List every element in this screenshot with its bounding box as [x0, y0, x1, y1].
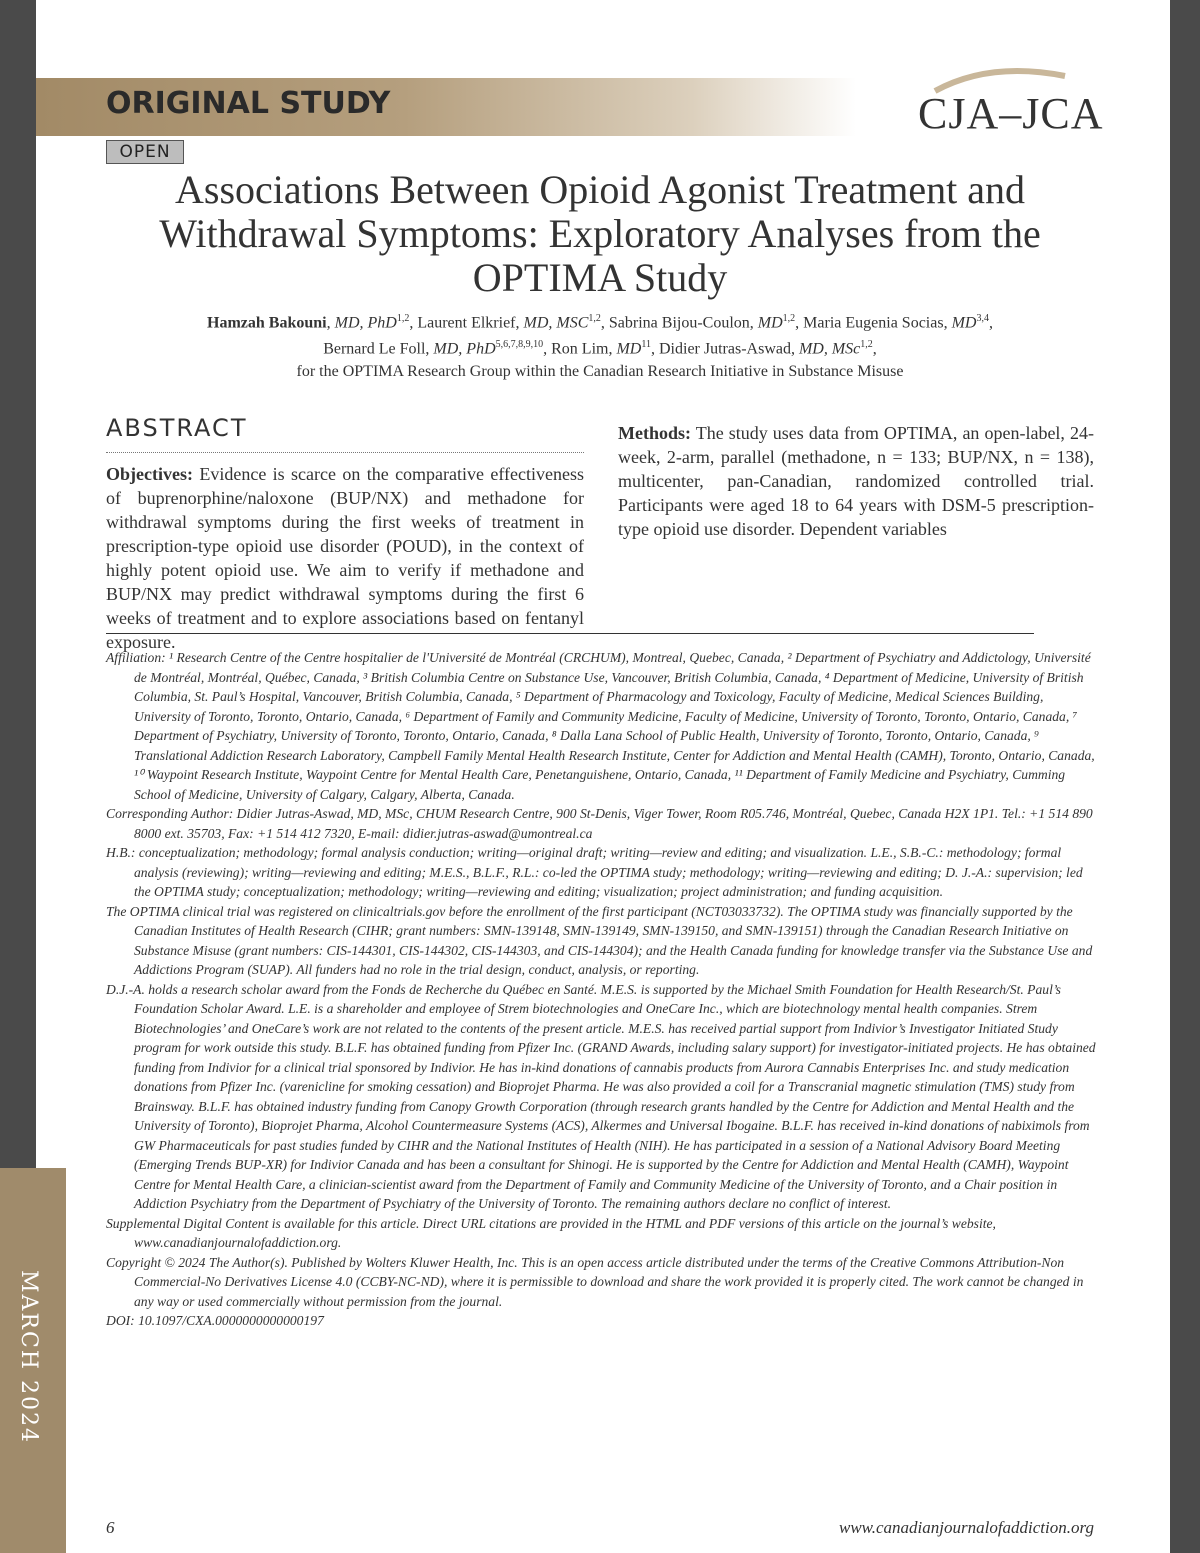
author-name: Hamzah Bakouni: [207, 314, 327, 332]
supplemental-note: Supplemental Digital Content is available for this article. Direct URL citations are provided in the HTML and PDF versions of this article on the journal’s website, www.canadianjournalofaddiction.org.: [106, 1215, 996, 1250]
affiliation-note: Affiliation: ¹ Research Centre of the Centre hospitalier de l'Université de Montréal (CRCHUM), Montreal, Quebec, Canada, ² Department of Psychiatry and Addictology, Université de Montréal, Montréal, Québec, Canada, ³ British Columbia Centre on Substance Use, Vancouver, British Columbia, Canada, ⁴ Department of Medicine, University of British Columbia, St. Paul’s Hospital, Vancouver, British Columbia, Canada, ⁵ Department of Pharmacology and Toxicology, Faculty of Medicine, Medical Sciences Building, University of Toronto, Toronto, Ontario, Canada, ⁶ Department of Family and Community Medicine, Faculty of Medicine, University of Toronto, Toronto, Ontario, Canada, ⁷ Department of Psychiatry, University of Toronto, Toronto, Ontario, Canada, ⁸ Dalla Lana School of Public Health, University of Toronto, Toronto, Ontario, Canada, ⁹ Translational Addiction Research Laboratory, Campbell Family Mental Health Research Institute, Center for Addiction and Mental Health (CAMH), Toronto, Ontario, Canada, ¹⁰ Waypoint Research Institute, Waypoint Centre for Mental Health Care, Penetanguishene, Ontario, Canada, ¹¹ Department of Family Medicine and Psychiatry, Cumming School of Medicine, University of Calgary, Calgary, Alberta, Canada.: [106, 650, 1095, 802]
doi-note: DOI: 10.1097/CXA.0000000000000197: [106, 1313, 324, 1328]
abstract-heading: ABSTRACT: [106, 414, 248, 442]
article-notes: [106, 648, 1096, 1331]
methods-paragraph: Methods: The study uses data from OPTIMA, an open-label, 24-week, 2-arm, parallel (methadone, n = 133; BUP/NX, n = 138), multicenter, pan-Canadian, randomized controlled trial. Participants were aged 18 to 64 years with DSM-5 prescription-type opioid use disorder. Dependent variables: [618, 423, 1094, 539]
author-list: Hamzah Bakouni, MD, PhD$^{1,2}$, Laurent Elkrief, MD, MSC$^{1,2}$, Sabrina Bijou-Coulon, MD$^{1,2}$, Maria Eugenia Socias, MD$^{3,4}$, Bernard Le Foll, MD, PhD$^{5,6,7,8,9,10}$, Ron Lim, MD$^{11}$, Didier Jutras-Aswad, MD, MSc$^{1,2}$, for the OPTIMA Research Group within the Canadian Research Initiative in Substance Misuse: [207, 313, 993, 380]
open-access-badge: OPEN: [106, 140, 184, 164]
research-group: for the OPTIMA Research Group within the Canadian Research Initiative in Substance Misuse: [296, 362, 904, 380]
author-name: Ron Lim: [551, 340, 609, 358]
author-name: Sabrina Bijou-Coulon: [608, 314, 750, 332]
author-name: Didier Jutras-Aswad: [659, 340, 791, 358]
issue-month: MARCH 2024: [16, 1270, 41, 1444]
page-number: 6: [106, 1518, 115, 1537]
journal-logo: CJA–JCA: [918, 89, 1104, 138]
right-margin-bar: [1170, 0, 1200, 1553]
contributions-note: H.B.: conceptualization; methodology; formal analysis conduction; writing—original draft; writing—review and editing; and visualization. L.E., S.B.-C.: methodology; formal analysis (reviewing); writing—reviewing and editing; M.E.S., B.L.F., R.L.: co-led the OPTIMA study; methodology; writing—reviewing and editing; D. J.-A.: supervision; led the OPTIMA study; conceptualization; methodology; writing—reviewing and editing; visualization; project administration; and funding acquisition.: [106, 845, 1083, 899]
author-name: Bernard Le Foll: [323, 340, 426, 358]
copyright-note: Copyright © 2024 The Author(s). Published by Wolters Kluwer Health, Inc. This is an open access article distributed under the terms of the Creative Commons Attribution-Non Commercial-No Derivatives License 4.0 (CCBY-NC-ND), where it is permissible to download and share the work provided it is properly cited. The work cannot be changed in any way or used commercially without permission from the journal.: [106, 1254, 1084, 1309]
disclosures-note: D.J.-A. holds a research scholar award from the Fonds de Recherche du Québec en Santé. M.E.S. is supported by the Michael Smith Foundation for Health Research/St. Paul’s Foundation Scholar Award. L.E. is a shareholder and employee of Strem biotechnologies and OneCare Inc., which are biotechnology mental health companies. Strem Biotechnologies’ and OneCare’s work are not related to the contents of the present article. M.E.S. has received partial support from Indivior’s Investigator Initiated Study program for work outside this study. B.L.F. has obtained funding from Pfizer Inc. (GRAND Awards, including salary support) for investigator-initiated projects. He has obtained funding from Indivior for a clinical trial sponsored by Indivior. He has in-kind donations of cannabis products from Aurora Cannabis Enterprises Inc. and study medication donations from Pfizer Inc. (varenicline for smoking cessation) and Bioprojet Pharma. He was also provided a coil for a Transcranial magnetic stimulation (TMS) study from Brainsway. B.L.F. has obtained industry funding from Canopy Growth Corporation (through research grants handled by the Centre for Addiction and Mental Health and the University of Toronto), Bioprojet Pharma, Alcohol Countermeasure Systems (ACS), Alkermes and Universal Ibogaine. B.L.F. has received in-kind donations of nabiximols from GW Pharmaceuticals for past studies funded by CIHR and the National Institutes of Health (NIH). He has participated in a session of a National Advisory Board Meeting (Emerging Trends BUP-XR) for Indivior Canada and has been a consultant for Shinogi. He is supported by the Centre for Addiction and Mental Health (CAMH), Waypoint Centre for Mental Health Care, a clinician-scientist award from the Department of Family and Community Medicine of the University of Toronto, and a Chair position in Addiction Psychiatry from the Department of Psychiatry of the University of Toronto. The remaining authors declare no conflict of interest.: [106, 981, 1096, 1211]
author-name: Maria Eugenia Socias: [803, 314, 944, 332]
abstract-divider: [106, 452, 584, 453]
corresponding-author-note: Corresponding Author: Didier Jutras-Aswad, MD, MSc, CHUM Research Centre, 900 St-Denis, Viger Tower, Room R05.746, Montréal, Quebec, Canada H2X 1P1. Tel.: +1 514 890 8000 ext. 35703, Fax: +1 514 412 7320, E-mail: didier.jutras-aswad@umontreal.ca: [106, 806, 1093, 841]
footnote-separator: [106, 633, 1034, 634]
objectives-paragraph: Objectives: Evidence is scarce on the comparative effectiveness of buprenorphine/naloxone (BUP/NX) and methadone for withdrawal symptoms during the first weeks of treatment in prescription-type opioid use disorder (POUD), in the context of highly potent opioid use. We aim to verify if methadone and BUP/NX may predict withdrawal symptoms during the first 6 weeks of treatment and to explore associations based on fentanyl exposure.: [106, 464, 585, 652]
article-title: Associations Between Opioid Agonist Treatment and Withdrawal Symptoms: Exploratory Analyses from the OPTIMA Study: [159, 167, 1041, 300]
trial-funding-note: The OPTIMA clinical trial was registered on clinicaltrials.gov before the enrollment of the first participant (NCT03033732). The OPTIMA study was financially supported by the Canadian Institutes of Health Research (CIHR; grant numbers: SMN-139148, SMN-139149, SMN-139150, and SMN-139151) through the Canadian Research Initiative on Substance Misuse (grant numbers: CIS-144301, CIS-144302, CIS-144303, and CIS-144304); and the Health Canada funding for knowledge transfer via the Substance Use and Addictions Program (SUAP). All funders had no role in the trial design, conduct, analysis, or reporting.: [106, 903, 1093, 977]
author-name: Laurent Elkrief: [417, 314, 516, 332]
journal-url[interactable]: www.canadianjournalofaddiction.org: [838, 1518, 1094, 1537]
abstract-column-right: [618, 421, 1094, 551]
section-label: ORIGINAL STUDY: [106, 86, 391, 121]
